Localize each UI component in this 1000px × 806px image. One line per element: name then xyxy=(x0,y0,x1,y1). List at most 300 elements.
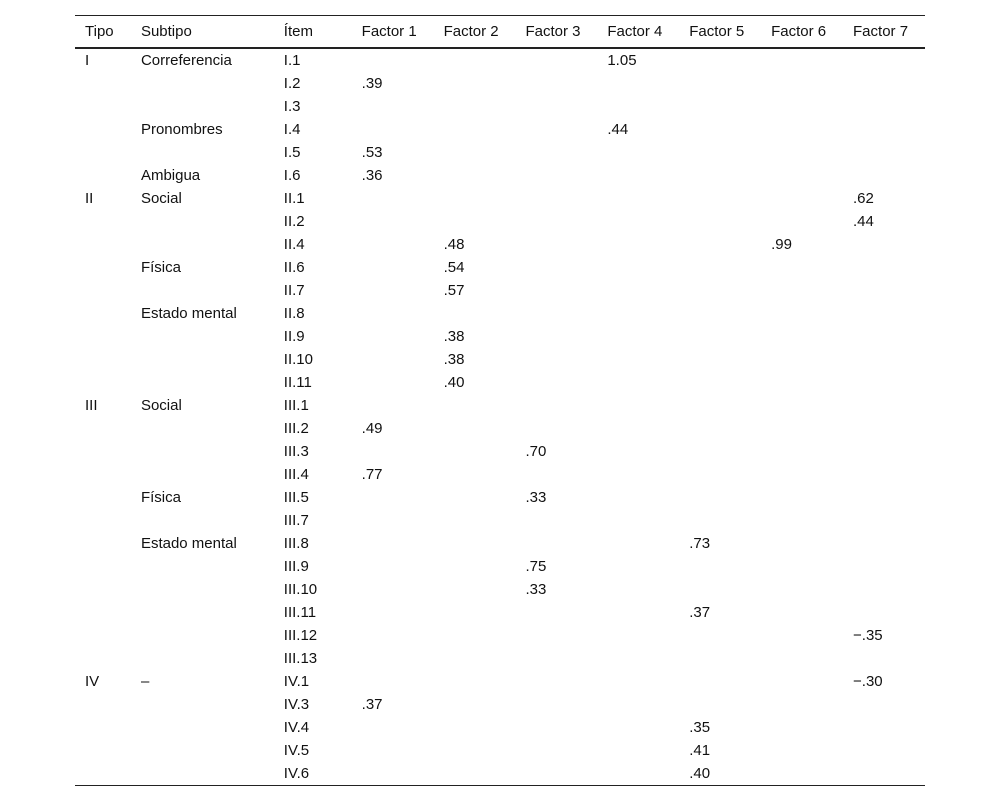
cell-item: III.11 xyxy=(283,604,317,621)
cell-factor-7 xyxy=(843,348,925,371)
cell-tipo xyxy=(75,118,131,141)
column-header-item: Ítem xyxy=(283,23,313,40)
cell-item: III.8 xyxy=(283,535,309,552)
column-header-factor-6: Factor 6 xyxy=(771,23,827,40)
cell-factor-1 xyxy=(352,509,434,532)
cell-subtipo xyxy=(131,233,274,256)
cell-factor-2: .38 xyxy=(443,328,465,345)
cell-item: III.10 xyxy=(283,581,318,598)
cell-factor-5: .73 xyxy=(689,535,711,552)
table-row xyxy=(75,417,925,440)
cell-factor-6 xyxy=(761,647,843,670)
table-row xyxy=(75,762,925,786)
cell-factor-6 xyxy=(761,601,843,624)
cell-factor-7 xyxy=(843,555,925,578)
cell-subtipo: – xyxy=(140,673,150,690)
cell-tipo xyxy=(75,486,131,509)
cell-factor-6: .99 xyxy=(771,236,792,253)
cell-factor-5 xyxy=(679,647,761,670)
cell-factor-1 xyxy=(352,762,434,786)
cell-factor-1 xyxy=(352,48,434,72)
table-row xyxy=(75,670,925,693)
cell-factor-6 xyxy=(761,325,843,348)
cell-factor-5 xyxy=(679,256,761,279)
cell-factor-6 xyxy=(761,371,843,394)
cell-factor-7: .62 xyxy=(853,190,874,207)
cell-item: III.12 xyxy=(283,627,318,644)
cell-item: II.7 xyxy=(283,282,305,299)
cell-factor-2: .48 xyxy=(443,236,465,253)
cell-factor-5: .40 xyxy=(689,765,711,782)
cell-factor-6 xyxy=(761,302,843,325)
cell-item: IV.1 xyxy=(283,673,310,690)
cell-tipo: II xyxy=(85,190,94,207)
cell-tipo xyxy=(75,72,131,95)
cell-subtipo xyxy=(131,417,274,440)
cell-factor-4 xyxy=(597,555,679,578)
cell-factor-2 xyxy=(434,509,516,532)
cell-factor-7 xyxy=(843,256,925,279)
cell-subtipo xyxy=(131,624,274,647)
factor-loadings-table xyxy=(75,15,925,786)
cell-subtipo: Física xyxy=(140,489,181,506)
cell-item: IV.6 xyxy=(283,765,310,782)
cell-factor-2 xyxy=(434,440,516,463)
cell-factor-4 xyxy=(597,739,679,762)
cell-factor-5 xyxy=(679,693,761,716)
cell-subtipo xyxy=(131,739,274,762)
cell-factor-2 xyxy=(434,716,516,739)
cell-factor-7 xyxy=(843,233,925,256)
cell-item: II.11 xyxy=(283,374,312,391)
cell-subtipo xyxy=(131,555,274,578)
cell-subtipo xyxy=(131,371,274,394)
cell-subtipo xyxy=(131,325,274,348)
cell-factor-6 xyxy=(761,716,843,739)
cell-item: III.3 xyxy=(283,443,309,460)
cell-factor-4 xyxy=(597,509,679,532)
cell-factor-3 xyxy=(515,371,597,394)
cell-subtipo: Social xyxy=(140,190,182,207)
cell-factor-2 xyxy=(434,739,516,762)
cell-tipo xyxy=(75,555,131,578)
cell-tipo xyxy=(75,624,131,647)
table-row xyxy=(75,624,925,647)
cell-factor-6 xyxy=(761,417,843,440)
cell-factor-2: .57 xyxy=(443,282,465,299)
cell-factor-7 xyxy=(843,417,925,440)
cell-factor-1 xyxy=(352,670,434,693)
cell-subtipo: Física xyxy=(140,259,181,276)
table-row xyxy=(75,325,925,348)
cell-factor-1 xyxy=(352,578,434,601)
cell-factor-5 xyxy=(679,48,761,72)
cell-factor-3 xyxy=(515,624,597,647)
cell-item: I.2 xyxy=(283,75,301,92)
cell-tipo xyxy=(75,509,131,532)
cell-factor-6 xyxy=(761,624,843,647)
cell-factor-1: .77 xyxy=(361,466,383,483)
cell-item: III.2 xyxy=(283,420,309,437)
cell-factor-7 xyxy=(843,325,925,348)
table-row xyxy=(75,463,925,486)
cell-item: II.10 xyxy=(283,351,313,368)
cell-factor-2 xyxy=(434,302,516,325)
table-row xyxy=(75,348,925,371)
cell-item: III.5 xyxy=(283,489,309,506)
cell-tipo xyxy=(75,693,131,716)
cell-factor-2 xyxy=(434,164,516,187)
cell-factor-3 xyxy=(515,716,597,739)
cell-factor-3 xyxy=(515,233,597,256)
cell-factor-7 xyxy=(843,509,925,532)
cell-factor-7 xyxy=(843,279,925,302)
cell-factor-3 xyxy=(515,693,597,716)
cell-tipo xyxy=(75,647,131,670)
cell-factor-1 xyxy=(352,532,434,555)
cell-factor-2 xyxy=(434,72,516,95)
cell-factor-1 xyxy=(352,325,434,348)
cell-factor-4 xyxy=(597,187,679,210)
cell-factor-2 xyxy=(434,624,516,647)
cell-factor-5 xyxy=(679,624,761,647)
cell-subtipo xyxy=(131,348,274,371)
cell-tipo xyxy=(75,279,131,302)
cell-factor-4 xyxy=(597,279,679,302)
header-row xyxy=(75,16,925,49)
cell-factor-7 xyxy=(843,693,925,716)
cell-item: III.1 xyxy=(283,397,309,414)
cell-factor-7 xyxy=(843,647,925,670)
cell-factor-2 xyxy=(434,118,516,141)
cell-factor-5 xyxy=(679,302,761,325)
cell-factor-4 xyxy=(597,716,679,739)
cell-subtipo xyxy=(131,509,274,532)
column-header-factor-7: Factor 7 xyxy=(853,23,909,40)
table-row xyxy=(75,371,925,394)
cell-factor-5 xyxy=(679,210,761,233)
cell-tipo xyxy=(75,440,131,463)
table-row xyxy=(75,187,925,210)
cell-factor-2: .40 xyxy=(443,374,465,391)
cell-factor-5: .41 xyxy=(689,742,711,759)
cell-factor-4 xyxy=(597,440,679,463)
cell-factor-5 xyxy=(679,509,761,532)
cell-factor-6 xyxy=(761,762,843,786)
cell-subtipo: Social xyxy=(140,397,182,414)
cell-item: II.9 xyxy=(283,328,305,345)
cell-factor-2 xyxy=(434,647,516,670)
cell-factor-7 xyxy=(843,141,925,164)
cell-factor-1 xyxy=(352,302,434,325)
cell-subtipo xyxy=(131,440,274,463)
cell-factor-1 xyxy=(352,371,434,394)
cell-factor-4 xyxy=(597,624,679,647)
cell-factor-2 xyxy=(434,48,516,72)
cell-factor-6 xyxy=(761,48,843,72)
cell-tipo xyxy=(75,233,131,256)
cell-factor-6 xyxy=(761,164,843,187)
cell-factor-4 xyxy=(597,325,679,348)
cell-subtipo xyxy=(131,647,274,670)
cell-factor-3 xyxy=(515,72,597,95)
cell-factor-2 xyxy=(434,486,516,509)
cell-factor-6 xyxy=(761,739,843,762)
cell-factor-7 xyxy=(843,578,925,601)
cell-tipo xyxy=(75,141,131,164)
table-row xyxy=(75,532,925,555)
cell-tipo xyxy=(75,532,131,555)
cell-subtipo: Pronombres xyxy=(140,121,223,138)
cell-factor-7 xyxy=(843,48,925,72)
cell-item: II.4 xyxy=(283,236,305,253)
table-body xyxy=(75,48,925,786)
cell-factor-2 xyxy=(434,394,516,417)
cell-factor-3: .75 xyxy=(525,558,547,575)
cell-tipo xyxy=(75,578,131,601)
table-row xyxy=(75,578,925,601)
cell-factor-1 xyxy=(352,555,434,578)
cell-factor-3 xyxy=(515,279,597,302)
cell-factor-6 xyxy=(761,279,843,302)
cell-factor-2: .38 xyxy=(443,351,465,368)
cell-factor-6 xyxy=(761,394,843,417)
cell-factor-4 xyxy=(597,486,679,509)
cell-factor-1: .37 xyxy=(361,696,383,713)
cell-factor-1 xyxy=(352,647,434,670)
cell-factor-2 xyxy=(434,670,516,693)
cell-tipo xyxy=(75,601,131,624)
cell-factor-6 xyxy=(761,509,843,532)
cell-factor-4 xyxy=(597,463,679,486)
cell-factor-2 xyxy=(434,601,516,624)
cell-factor-3 xyxy=(515,210,597,233)
cell-item: III.7 xyxy=(283,512,309,529)
cell-factor-1 xyxy=(352,601,434,624)
cell-factor-7 xyxy=(843,601,925,624)
cell-factor-2 xyxy=(434,578,516,601)
cell-factor-5 xyxy=(679,187,761,210)
column-header-factor-1: Factor 1 xyxy=(361,23,417,40)
column-header-tipo: Tipo xyxy=(85,23,114,40)
cell-factor-3 xyxy=(515,601,597,624)
cell-factor-1 xyxy=(352,95,434,118)
cell-factor-4 xyxy=(597,72,679,95)
cell-factor-1 xyxy=(352,210,434,233)
cell-factor-3 xyxy=(515,302,597,325)
cell-factor-2 xyxy=(434,95,516,118)
cell-factor-5 xyxy=(679,233,761,256)
cell-tipo xyxy=(75,348,131,371)
table-row xyxy=(75,233,925,256)
table-row xyxy=(75,118,925,141)
cell-item: II.6 xyxy=(283,259,305,276)
cell-factor-3 xyxy=(515,647,597,670)
cell-factor-5: .37 xyxy=(689,604,711,621)
cell-subtipo xyxy=(131,72,274,95)
cell-tipo xyxy=(75,463,131,486)
cell-factor-7: −.30 xyxy=(853,673,883,690)
cell-factor-7 xyxy=(843,486,925,509)
cell-factor-7 xyxy=(843,371,925,394)
cell-factor-6 xyxy=(761,256,843,279)
cell-item: IV.4 xyxy=(283,719,310,736)
cell-factor-3 xyxy=(515,417,597,440)
cell-factor-4 xyxy=(597,670,679,693)
cell-factor-4 xyxy=(597,532,679,555)
cell-tipo xyxy=(75,417,131,440)
cell-subtipo: Estado mental xyxy=(140,535,237,552)
cell-factor-3 xyxy=(515,118,597,141)
table-row xyxy=(75,601,925,624)
table-row xyxy=(75,72,925,95)
cell-factor-3 xyxy=(515,739,597,762)
cell-factor-7 xyxy=(843,739,925,762)
cell-factor-2 xyxy=(434,417,516,440)
cell-factor-5 xyxy=(679,141,761,164)
cell-factor-1 xyxy=(352,118,434,141)
cell-factor-5 xyxy=(679,394,761,417)
cell-factor-7 xyxy=(843,95,925,118)
cell-factor-6 xyxy=(761,578,843,601)
cell-factor-5 xyxy=(679,279,761,302)
cell-factor-3 xyxy=(515,95,597,118)
cell-factor-2 xyxy=(434,762,516,786)
cell-factor-4 xyxy=(597,210,679,233)
cell-factor-3: .33 xyxy=(525,581,547,598)
cell-item: IV.3 xyxy=(283,696,310,713)
cell-tipo xyxy=(75,256,131,279)
cell-factor-6 xyxy=(761,555,843,578)
cell-subtipo xyxy=(131,716,274,739)
cell-item: IV.5 xyxy=(283,742,310,759)
cell-factor-5 xyxy=(679,578,761,601)
cell-subtipo: Correferencia xyxy=(140,52,232,69)
cell-tipo xyxy=(75,716,131,739)
cell-item: III.13 xyxy=(283,650,318,667)
cell-factor-3 xyxy=(515,348,597,371)
cell-factor-5 xyxy=(679,417,761,440)
table-row xyxy=(75,440,925,463)
cell-factor-6 xyxy=(761,95,843,118)
cell-factor-6 xyxy=(761,210,843,233)
cell-factor-6 xyxy=(761,141,843,164)
cell-factor-4 xyxy=(597,164,679,187)
cell-factor-2 xyxy=(434,555,516,578)
cell-factor-6 xyxy=(761,348,843,371)
cell-factor-1: .39 xyxy=(361,75,383,92)
cell-factor-2 xyxy=(434,210,516,233)
cell-item: I.6 xyxy=(283,167,301,184)
table-row xyxy=(75,210,925,233)
table-row xyxy=(75,486,925,509)
column-header-subtipo: Subtipo xyxy=(140,23,192,40)
cell-factor-1 xyxy=(352,716,434,739)
cell-factor-3 xyxy=(515,48,597,72)
cell-factor-6 xyxy=(761,486,843,509)
table-row xyxy=(75,716,925,739)
cell-factor-6 xyxy=(761,440,843,463)
cell-factor-2 xyxy=(434,693,516,716)
cell-factor-2 xyxy=(434,463,516,486)
cell-factor-1 xyxy=(352,256,434,279)
cell-factor-3 xyxy=(515,325,597,348)
cell-factor-5 xyxy=(679,325,761,348)
cell-factor-4 xyxy=(597,394,679,417)
cell-factor-4 xyxy=(597,601,679,624)
cell-factor-1 xyxy=(352,233,434,256)
cell-subtipo xyxy=(131,762,274,786)
cell-factor-3 xyxy=(515,394,597,417)
cell-factor-1 xyxy=(352,739,434,762)
cell-subtipo xyxy=(131,463,274,486)
cell-factor-6 xyxy=(761,532,843,555)
cell-factor-4 xyxy=(597,348,679,371)
cell-factor-3 xyxy=(515,187,597,210)
cell-tipo xyxy=(75,210,131,233)
cell-factor-5 xyxy=(679,95,761,118)
cell-factor-3 xyxy=(515,463,597,486)
cell-subtipo xyxy=(131,141,274,164)
table-row xyxy=(75,302,925,325)
column-header-factor-3: Factor 3 xyxy=(525,23,581,40)
cell-item: III.4 xyxy=(283,466,309,483)
cell-factor-7 xyxy=(843,762,925,786)
table-row xyxy=(75,693,925,716)
cell-factor-2: .54 xyxy=(443,259,465,276)
cell-factor-6 xyxy=(761,463,843,486)
cell-item: I.5 xyxy=(283,144,301,161)
table-row xyxy=(75,394,925,417)
table-header xyxy=(75,16,925,49)
cell-factor-4 xyxy=(597,647,679,670)
cell-factor-3 xyxy=(515,164,597,187)
table-row xyxy=(75,555,925,578)
cell-item: I.3 xyxy=(283,98,301,115)
cell-factor-7: .44 xyxy=(853,213,874,230)
cell-factor-4 xyxy=(597,141,679,164)
cell-subtipo: Ambigua xyxy=(140,167,201,184)
cell-factor-5 xyxy=(679,486,761,509)
cell-factor-6 xyxy=(761,693,843,716)
table-row xyxy=(75,95,925,118)
cell-subtipo xyxy=(131,693,274,716)
cell-factor-3 xyxy=(515,532,597,555)
cell-factor-7 xyxy=(843,716,925,739)
cell-factor-1 xyxy=(352,624,434,647)
cell-factor-2 xyxy=(434,187,516,210)
cell-factor-6 xyxy=(761,118,843,141)
cell-tipo xyxy=(75,95,131,118)
cell-subtipo xyxy=(131,601,274,624)
table-row xyxy=(75,279,925,302)
cell-tipo: III xyxy=(85,397,98,414)
cell-factor-3 xyxy=(515,141,597,164)
cell-factor-5 xyxy=(679,118,761,141)
cell-tipo: I xyxy=(85,52,90,69)
cell-tipo xyxy=(75,371,131,394)
cell-subtipo xyxy=(131,95,274,118)
cell-factor-4 xyxy=(597,233,679,256)
cell-item: I.1 xyxy=(283,52,301,69)
table-row xyxy=(75,739,925,762)
cell-factor-6 xyxy=(761,187,843,210)
cell-subtipo xyxy=(131,210,274,233)
cell-tipo xyxy=(75,325,131,348)
cell-tipo: IV xyxy=(85,673,100,690)
cell-factor-4 xyxy=(597,417,679,440)
cell-factor-1 xyxy=(352,486,434,509)
